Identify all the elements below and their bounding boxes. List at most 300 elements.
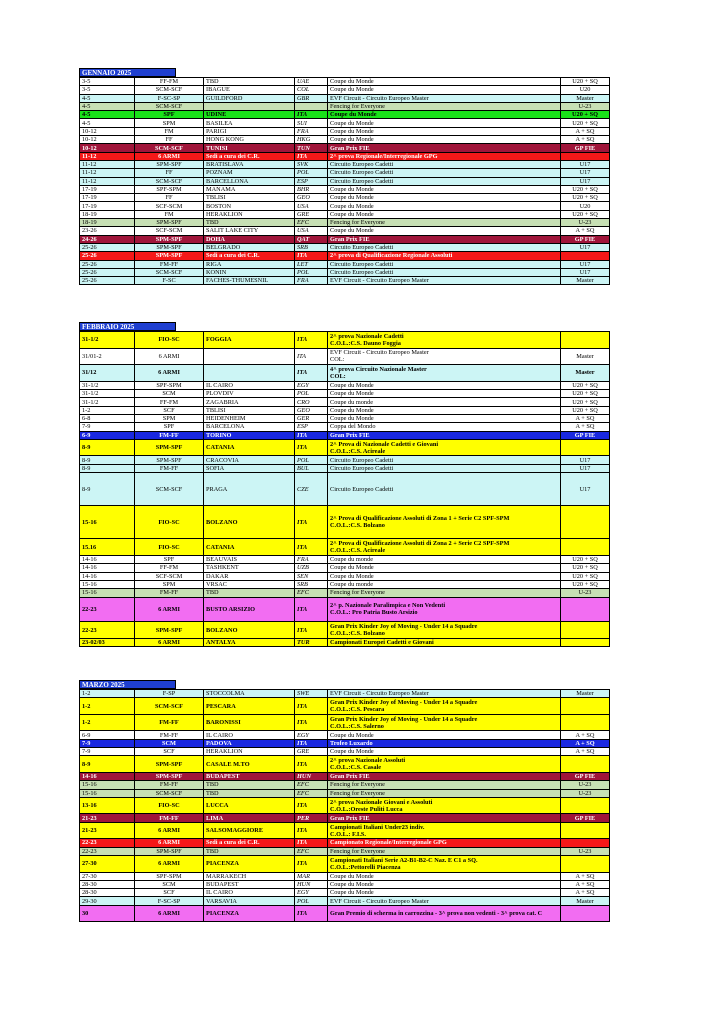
nation-cell: EGY	[295, 889, 328, 897]
event-col-line: COL:	[330, 372, 346, 380]
event-cell: 2^ prova di Qualificazione Regionale Assoluti	[328, 252, 561, 260]
weapon-cell: SCM-SCF	[135, 473, 204, 506]
date-cell: 4-5	[80, 111, 135, 119]
weapon-cell: SCM	[135, 390, 204, 398]
table-row	[80, 622, 610, 639]
date-cell: 23-02/03	[80, 638, 135, 646]
table-row	[80, 889, 610, 897]
table-row	[80, 210, 610, 218]
event-cell: Coupe du Monde	[328, 86, 561, 94]
category-cell	[561, 152, 610, 160]
location-cell: BUDAPEST	[204, 880, 295, 888]
location-cell: KONIN	[204, 268, 295, 276]
weapon-cell: F-SC-SP	[135, 94, 204, 102]
event-cell: Coupe du Monde	[328, 872, 561, 880]
weapon-cell: SCM-SCF	[135, 102, 204, 110]
event-cell: Coupe du monde	[328, 556, 561, 564]
nation-cell: SRB	[295, 580, 328, 588]
event-line: 2^ Prova di Nazionale Cadetti e Giovani	[330, 440, 439, 448]
date-cell: 8-9	[80, 473, 135, 506]
event-cell	[328, 822, 561, 839]
event-cell: Coupe du Monde	[328, 136, 561, 144]
nation-cell: GER	[295, 414, 328, 422]
weapon-cell: SPM-SPF	[135, 219, 204, 227]
weapon-cell: FIO-SC	[135, 539, 204, 556]
nation-cell: ESP	[295, 177, 328, 185]
weapon-cell: SPM	[135, 119, 204, 127]
date-cell: 4-5	[80, 119, 135, 127]
date-cell: 14-16	[80, 772, 135, 780]
location-cell: RIGA	[204, 260, 295, 268]
weapon-cell: SPM	[135, 414, 204, 422]
location-cell: PESCARA	[204, 698, 295, 715]
date-cell: 28-30	[80, 889, 135, 897]
weapon-cell: FIO-SC	[135, 797, 204, 814]
table-row	[80, 880, 610, 888]
event-cell	[328, 439, 561, 456]
table-row	[80, 847, 610, 855]
weapon-cell: SCM-SCF	[135, 789, 204, 797]
date-cell: 11-12	[80, 169, 135, 177]
nation-cell: SRB	[295, 243, 328, 251]
location-cell: VRSAC	[204, 580, 295, 588]
event-line: 2^ prova Nazionale Assoluti	[330, 757, 406, 765]
event-cell: Circuito Europeo Cadetti	[328, 243, 561, 251]
date-cell: 18-19	[80, 219, 135, 227]
date-cell: 24-26	[80, 235, 135, 243]
table-row	[80, 698, 610, 715]
weapon-cell: SPF-SPM	[135, 185, 204, 193]
date-cell: 25-26	[80, 277, 135, 285]
category-cell: A + SQ	[561, 739, 610, 747]
weapon-cell: SCF-SCM	[135, 202, 204, 210]
weapon-cell: SPM-SPF	[135, 756, 204, 773]
category-cell: Master	[561, 277, 610, 285]
category-cell: U-23	[561, 781, 610, 789]
category-cell: U17	[561, 260, 610, 268]
event-line: 2^ prova Nazionale Cadetti	[330, 332, 404, 340]
category-cell: U17	[561, 268, 610, 276]
event-cell: EVF Circuit - Circuito Europeo Master	[328, 897, 561, 905]
date-cell: 17-19	[80, 202, 135, 210]
event-cell	[328, 348, 561, 365]
table-row	[80, 160, 610, 168]
table-row	[80, 219, 610, 227]
table-row	[80, 772, 610, 780]
date-cell: 15-16	[80, 580, 135, 588]
location-cell: PIACENZA	[204, 855, 295, 872]
category-cell	[561, 905, 610, 922]
nation-cell: ITA	[295, 839, 328, 847]
nation-cell: UZB	[295, 564, 328, 572]
table-row	[80, 119, 610, 127]
nation-cell: ITA	[295, 905, 328, 922]
location-cell: BUDAPEST	[204, 772, 295, 780]
category-cell: A + SQ	[561, 414, 610, 422]
table-row	[80, 556, 610, 564]
table-row	[80, 814, 610, 822]
table-row	[80, 152, 610, 160]
category-cell: U20 + SQ	[561, 556, 610, 564]
nation-cell: EFC	[295, 847, 328, 855]
category-cell	[561, 622, 610, 639]
date-cell: 21-23	[80, 822, 135, 839]
nation-cell: POL	[295, 456, 328, 464]
table-row	[80, 905, 610, 922]
event-col-line: C.O.L.:C.S. Pescara	[330, 706, 385, 714]
category-cell	[561, 506, 610, 539]
event-line: 2^ p. Nazionale Paralimpica e Non Vedenti	[330, 602, 446, 610]
category-cell	[561, 714, 610, 731]
location-cell: LUCCA	[204, 797, 295, 814]
event-cell: Campionati Europei Cadetti e Giovani	[328, 638, 561, 646]
location-cell: SALIT LAKE CITY	[204, 227, 295, 235]
event-cell: Circuito Europeo Cadetti	[328, 464, 561, 472]
table-row	[80, 94, 610, 102]
table-row	[80, 260, 610, 268]
date-cell: 31-1/2	[80, 332, 135, 349]
event-cell: Circuito Europeo Cadetti	[328, 456, 561, 464]
nation-cell: ITA	[295, 714, 328, 731]
category-cell: U20 + SQ	[561, 111, 610, 119]
date-cell: 1-2	[80, 406, 135, 414]
weapon-cell: 6 ARMI	[135, 638, 204, 646]
category-cell: U20 + SQ	[561, 572, 610, 580]
weapon-cell: FM-FF	[135, 714, 204, 731]
table-row	[80, 332, 610, 349]
event-cell: Coupe du Monde	[328, 381, 561, 389]
weapon-cell: SCF-SCM	[135, 227, 204, 235]
location-cell: TBD	[204, 781, 295, 789]
nation-cell: EFC	[295, 219, 328, 227]
weapon-cell: SPM-SPF	[135, 847, 204, 855]
location-cell: GUILDFORD	[204, 94, 295, 102]
event-cell: EVF Circuit - Circuito Europeo Master	[328, 94, 561, 102]
date-cell: 6-8	[80, 414, 135, 422]
event-cell: Coupe du Monde	[328, 194, 561, 202]
location-cell: PADOVA	[204, 739, 295, 747]
event-cell: 2^ prova Regionale/Interregionale GPG	[328, 152, 561, 160]
table-row	[80, 398, 610, 406]
events-table	[79, 689, 610, 922]
table-row	[80, 111, 610, 119]
table-row	[80, 127, 610, 135]
table-row	[80, 731, 610, 739]
date-cell: 27-30	[80, 872, 135, 880]
event-cell: Fencing for Everyone	[328, 781, 561, 789]
nation-cell: EGY	[295, 381, 328, 389]
nation-cell: POL	[295, 897, 328, 905]
date-cell: 1-2	[80, 698, 135, 715]
nation-cell: ITA	[295, 622, 328, 639]
event-cell: EVF Circuit - Circuito Europeo Master	[328, 690, 561, 698]
event-cell	[328, 855, 561, 872]
date-cell: 25-26	[80, 252, 135, 260]
category-cell: A + SQ	[561, 889, 610, 897]
category-cell: U-23	[561, 847, 610, 855]
table-row	[80, 690, 610, 698]
nation-cell: ESP	[295, 423, 328, 431]
month-header: GENNAIO 2025	[79, 68, 176, 77]
date-cell: 17-19	[80, 194, 135, 202]
event-line: Gran Prix Kinder Joy of Moving - Under 14 a Squadre	[330, 623, 478, 631]
table-row	[80, 855, 610, 872]
weapon-cell: FM-FF	[135, 431, 204, 439]
event-cell: Circuito Europeo Cadetti	[328, 169, 561, 177]
location-cell: STOCCOLMA	[204, 690, 295, 698]
date-cell: 8-9	[80, 756, 135, 773]
weapon-cell: FM-FF	[135, 260, 204, 268]
category-cell: GP FIE	[561, 144, 610, 152]
event-cell: Coupe du monde	[328, 398, 561, 406]
event-cell	[328, 597, 561, 622]
event-cell: Coupe du Monde	[328, 748, 561, 756]
weapon-cell: SPM	[135, 580, 204, 588]
table-row	[80, 177, 610, 185]
category-cell: U20 + SQ	[561, 381, 610, 389]
weapon-cell: SCM	[135, 739, 204, 747]
location-cell: TBD	[204, 589, 295, 597]
date-cell: 31/12	[80, 365, 135, 382]
table-row	[80, 194, 610, 202]
location-cell: TBD	[204, 789, 295, 797]
date-cell: 22-23	[80, 839, 135, 847]
nation-cell: TUN	[295, 144, 328, 152]
date-cell: 25-26	[80, 268, 135, 276]
category-cell: U20 + SQ	[561, 210, 610, 218]
weapon-cell: SCM-SCF	[135, 698, 204, 715]
date-cell: 28-30	[80, 880, 135, 888]
weapon-cell: FF	[135, 136, 204, 144]
date-cell: 31-1/2	[80, 390, 135, 398]
nation-cell: BUL	[295, 464, 328, 472]
event-cell: Coupe du Monde	[328, 202, 561, 210]
category-cell: A + SQ	[561, 136, 610, 144]
nation-cell: USA	[295, 202, 328, 210]
event-cell: Coupe du Monde	[328, 119, 561, 127]
section-gennaio	[79, 68, 598, 285]
event-col-line: C.O.L.:C.S. Bolzano	[330, 522, 385, 530]
location-cell: PIACENZA	[204, 905, 295, 922]
category-cell: U20 + SQ	[561, 406, 610, 414]
nation-cell: QAT	[295, 235, 328, 243]
location-cell: CRACOVIA	[204, 456, 295, 464]
date-cell: 30	[80, 905, 135, 922]
event-cell	[328, 622, 561, 639]
event-line: Gran Premio di scherma in carrozzina - 3^ prova non vedenti - 3^ prova cat. C	[330, 910, 543, 918]
event-col-line: C.O.L.: F.I.S.	[330, 830, 366, 838]
event-cell: Campionato Regionale/Interregionale GPG	[328, 839, 561, 847]
event-cell: Circuito Europeo Cadetti	[328, 260, 561, 268]
category-cell: A + SQ	[561, 731, 610, 739]
event-cell: Gran Prix FIE	[328, 144, 561, 152]
date-cell: 31/01-2	[80, 348, 135, 365]
weapon-cell: F-SC	[135, 277, 204, 285]
category-cell: GP FIE	[561, 814, 610, 822]
location-cell: TORINO	[204, 431, 295, 439]
date-cell: 21-23	[80, 814, 135, 822]
date-cell: 11-12	[80, 160, 135, 168]
event-cell: Circuito Europeo Cadetti	[328, 177, 561, 185]
nation-cell: EFC	[295, 589, 328, 597]
location-cell: BARONISSI	[204, 714, 295, 731]
nation-cell: EGY	[295, 731, 328, 739]
location-cell: BARCELLONA	[204, 177, 295, 185]
nation-cell: SEN	[295, 572, 328, 580]
nation-cell: ITA	[295, 365, 328, 382]
nation-cell: POL	[295, 169, 328, 177]
nation-cell: ITA	[295, 332, 328, 349]
event-cell	[328, 332, 561, 349]
date-cell: 8-9	[80, 464, 135, 472]
location-cell: PRAGA	[204, 473, 295, 506]
category-cell: U17	[561, 177, 610, 185]
event-cell: Fencing for Everyone	[328, 589, 561, 597]
nation-cell: FRA	[295, 556, 328, 564]
location-cell: BOLZANO	[204, 622, 295, 639]
category-cell: U17	[561, 456, 610, 464]
weapon-cell: 6 ARMI	[135, 365, 204, 382]
weapon-cell: 6 ARMI	[135, 855, 204, 872]
category-cell	[561, 439, 610, 456]
event-line: Campionati Italiani Under23 indiv.	[330, 823, 425, 831]
event-cell: Coupe du Monde	[328, 564, 561, 572]
nation-cell: POL	[295, 268, 328, 276]
location-cell: UDINE	[204, 111, 295, 119]
category-cell: A + SQ	[561, 872, 610, 880]
location-cell: PLOVDIV	[204, 390, 295, 398]
nation-cell: ITA	[295, 152, 328, 160]
location-cell: HERAKLION	[204, 210, 295, 218]
event-line: EVF Circuit - Circuito Europeo Master	[330, 349, 429, 357]
date-cell: 22-23	[80, 597, 135, 622]
table-row	[80, 789, 610, 797]
nation-cell: ITA	[295, 111, 328, 119]
nation-cell: ITA	[295, 739, 328, 747]
weapon-cell: FF-FM	[135, 78, 204, 86]
event-cell: Coupe du Monde	[328, 78, 561, 86]
nation-cell: ITA	[295, 756, 328, 773]
weapon-cell: FM	[135, 127, 204, 135]
event-cell	[328, 698, 561, 715]
weapon-cell: SPM-SPF	[135, 772, 204, 780]
location-cell	[204, 348, 295, 365]
table-row	[80, 456, 610, 464]
month-header: MARZO 2025	[79, 680, 176, 689]
location-cell: HONG KONG	[204, 136, 295, 144]
nation-cell: ITA	[295, 822, 328, 839]
table-row	[80, 86, 610, 94]
event-cell: Coupe du Monde	[328, 210, 561, 218]
category-cell: GP FIE	[561, 235, 610, 243]
table-row	[80, 872, 610, 880]
weapon-cell: FM-FF	[135, 464, 204, 472]
date-cell: 4-5	[80, 94, 135, 102]
event-col-line: C.O.L.:C.S. Acireale	[330, 447, 386, 455]
nation-cell: MAR	[295, 872, 328, 880]
category-cell: U17	[561, 243, 610, 251]
event-cell: Gran Prix FIE	[328, 235, 561, 243]
events-table	[79, 77, 610, 285]
date-cell: 11-12	[80, 152, 135, 160]
nation-cell: PER	[295, 814, 328, 822]
nation-cell: EFC	[295, 781, 328, 789]
table-row	[80, 202, 610, 210]
event-line: 2^ Prova di Qualificazione Assoluti di Zona 2 + Serie C2 SPF-SPM	[330, 540, 510, 548]
category-cell	[561, 797, 610, 814]
table-row	[80, 638, 610, 646]
nation-cell: SWE	[295, 690, 328, 698]
date-cell: 8-9	[80, 439, 135, 456]
date-cell: 25-26	[80, 243, 135, 251]
event-cell	[328, 365, 561, 382]
location-cell: BRATISLAVA	[204, 160, 295, 168]
nation-cell: GRE	[295, 748, 328, 756]
event-cell	[328, 714, 561, 731]
event-cell	[328, 756, 561, 773]
table-row	[80, 277, 610, 285]
category-cell: A + SQ	[561, 880, 610, 888]
category-cell: U20 + SQ	[561, 398, 610, 406]
event-cell: Fencing for Everyone	[328, 847, 561, 855]
event-cell: Coupe du monde	[328, 580, 561, 588]
category-cell: U-23	[561, 789, 610, 797]
weapon-cell: 6 ARMI	[135, 348, 204, 365]
event-cell: Circuito Europeo Cadetti	[328, 160, 561, 168]
category-cell	[561, 756, 610, 773]
event-cell	[328, 473, 561, 506]
location-cell: BUSTO ARSIZIO	[204, 597, 295, 622]
date-cell: 14-16	[80, 556, 135, 564]
weapon-cell: FF-FM	[135, 564, 204, 572]
weapon-cell: SCM	[135, 880, 204, 888]
category-cell: U17	[561, 473, 610, 506]
month-header: FEBBRAIO 2025	[79, 322, 176, 331]
weapon-cell: FIO-SC	[135, 506, 204, 539]
location-cell: IL CAIRO	[204, 731, 295, 739]
date-cell: 14-16	[80, 564, 135, 572]
location-cell: SALSOMAGGIORE	[204, 822, 295, 839]
date-cell: 31-1/2	[80, 381, 135, 389]
table-row	[80, 243, 610, 251]
table-row	[80, 797, 610, 814]
event-col-line: C.O.L.:C.S. Acireale	[330, 547, 386, 555]
event-cell: Gran Prix FIE	[328, 772, 561, 780]
date-cell: 6-9	[80, 731, 135, 739]
event-line: Campionati Italiani Serie A2-B1-B2-C Naz. E C1 a SQ.	[330, 856, 478, 864]
table-row	[80, 185, 610, 193]
nation-cell: ITA	[295, 797, 328, 814]
table-row	[80, 439, 610, 456]
nation-cell: COL	[295, 86, 328, 94]
location-cell: BASILEA	[204, 119, 295, 127]
date-cell: 7-9	[80, 739, 135, 747]
location-cell: VARSAVIA	[204, 897, 295, 905]
location-cell	[204, 365, 295, 382]
event-cell: Coupe du Monde	[328, 406, 561, 414]
table-row	[80, 78, 610, 86]
event-cell: Coupe du Monde	[328, 111, 561, 119]
date-cell: 31-1/2	[80, 398, 135, 406]
event-col-line: C.O.L.:Pettorelli Piacenza	[330, 863, 401, 871]
table-row	[80, 169, 610, 177]
table-row	[80, 597, 610, 622]
date-cell: 10-12	[80, 136, 135, 144]
location-cell: TBD	[204, 219, 295, 227]
weapon-cell: SPF-SPM	[135, 872, 204, 880]
nation-cell: GBR	[295, 94, 328, 102]
table-row	[80, 781, 610, 789]
